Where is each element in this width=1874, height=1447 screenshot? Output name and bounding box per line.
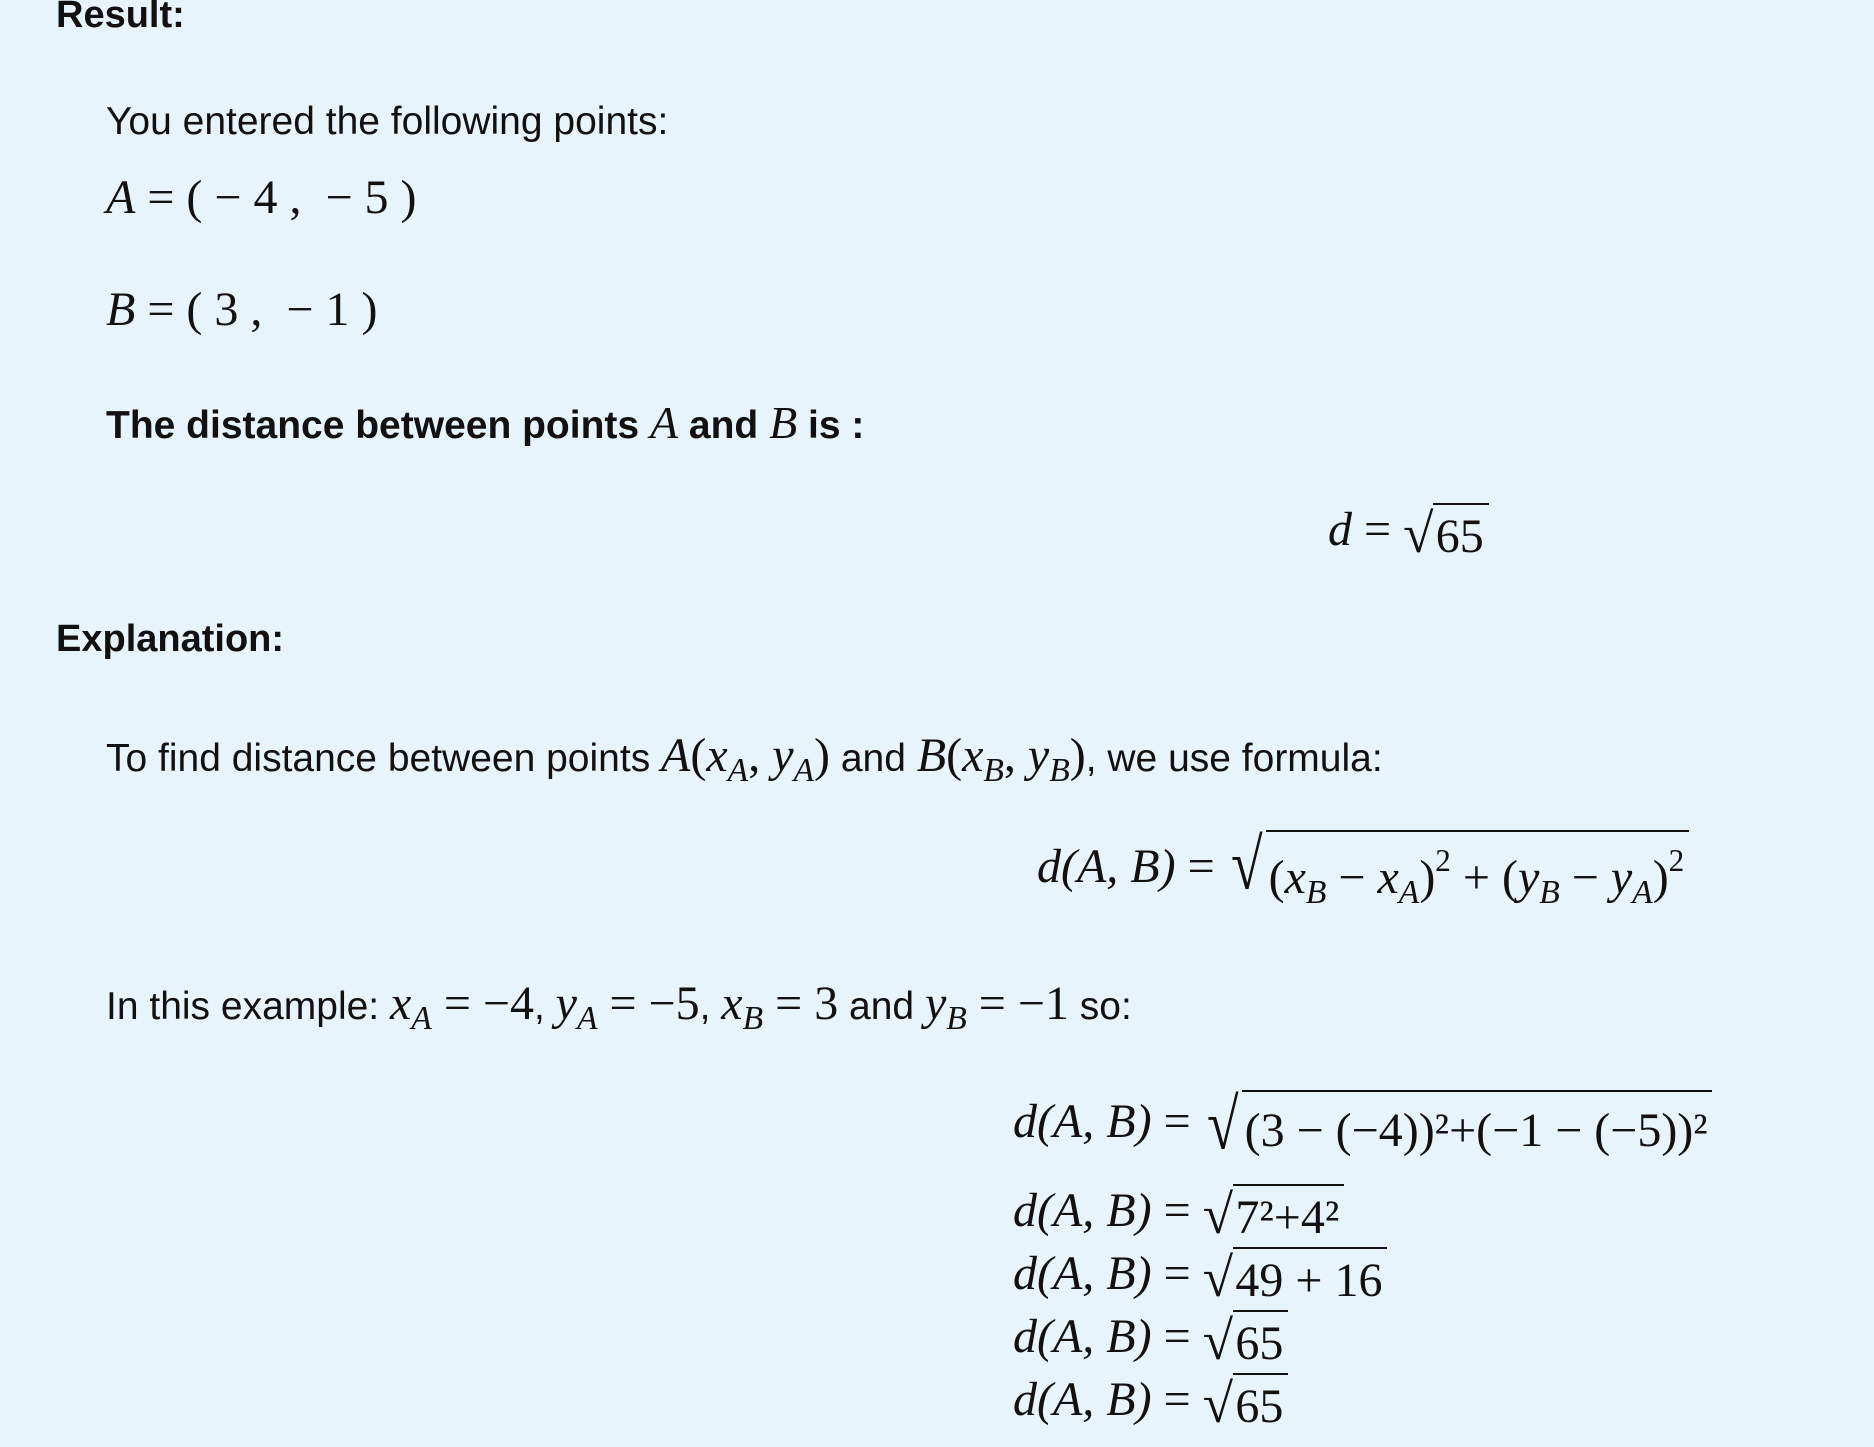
distance-formula: d(A, B) = √ $(x_B - x_A)^2 + (y_B - y_A)^2$ [1037, 830, 1689, 912]
step-5: d(A, B) = √ 65 [1013, 1372, 1288, 1434]
point-b-equation: B = ( 3 , − 1 ) [106, 283, 378, 336]
result-heading: Result: [56, 0, 185, 36]
example-intro-text: In this example: $x_A = -4$, $y_A = -5$, $x_B = 3$ and $y_B = -1$ so: [106, 977, 1132, 1038]
distance-statement: The distance between points A and B is : [106, 397, 865, 448]
points-intro-text: You entered the following points: [106, 100, 669, 143]
step-3: d(A, B) = √ 49 + 16 [1013, 1246, 1387, 1308]
step-4: d(A, B) = √ 65 [1013, 1309, 1288, 1371]
step-2-sqrt: √ 7²+4² [1203, 1184, 1344, 1245]
point-a-y: − 5 [325, 171, 389, 224]
point-a-x: − 4 [214, 171, 278, 224]
step-1: d(A, B) = √ (3 − (−4))²+(−1 − (−5))² [1013, 1090, 1712, 1162]
formula-sqrt: √ $(x_B - x_A)^2 + (y_B - y_A)^2$ [1227, 830, 1689, 912]
step-5-sqrt: √ 65 [1203, 1373, 1288, 1434]
explanation-heading: Explanation: [56, 618, 285, 660]
step-3-sqrt: √ 49 + 16 [1203, 1247, 1388, 1308]
distance-answer: d = √ 65 [1328, 502, 1489, 564]
point-b-x: 3 [214, 283, 239, 336]
point-b-y: − 1 [286, 283, 350, 336]
point-a-equation: A = ( − 4 , − 5 ) [106, 171, 417, 224]
step-2: d(A, B) = √ 7²+4² [1013, 1183, 1344, 1245]
step-4-sqrt: √ 65 [1203, 1310, 1288, 1371]
step-1-sqrt: √ (3 − (−4))²+(−1 − (−5))² [1203, 1090, 1713, 1162]
formula-intro-text: To find distance between points $A(x_A$, $y_A$) and $B(x_B$, $y_B$), we use formula: [106, 729, 1383, 790]
answer-sqrt: √ 65 [1403, 503, 1488, 564]
